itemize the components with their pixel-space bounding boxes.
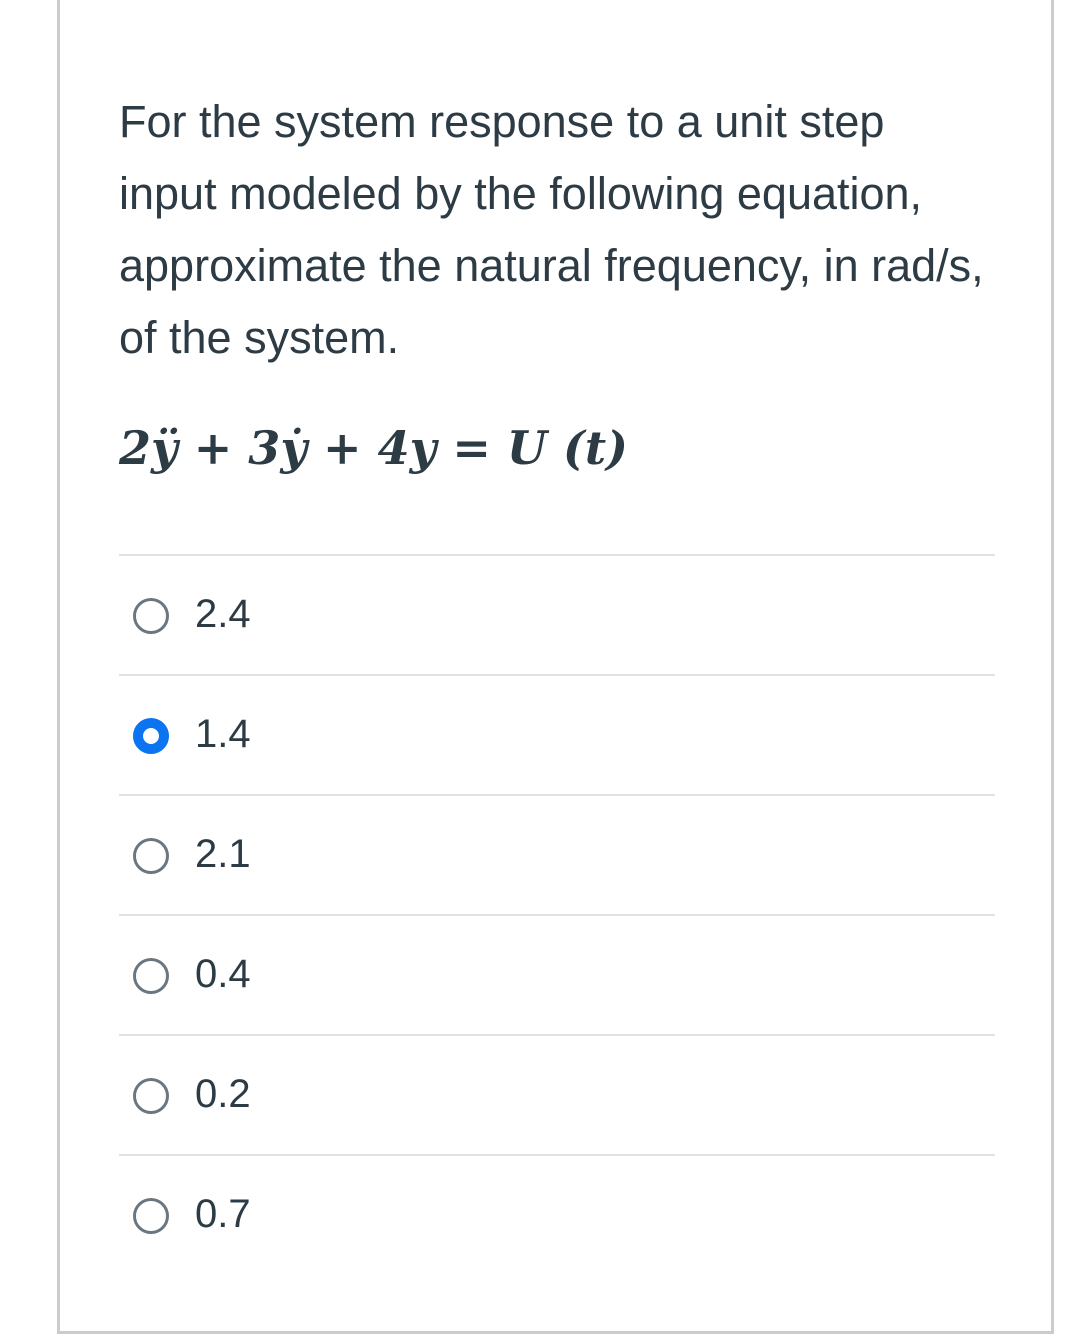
radio-button[interactable] — [133, 718, 169, 754]
answer-label: 2.4 — [195, 592, 251, 636]
answer-option[interactable] — [119, 554, 995, 674]
answer-option[interactable] — [119, 1034, 995, 1154]
answer-option[interactable] — [119, 1154, 995, 1274]
equation: 2ÿ + 3ẏ + 4y = U (t) — [119, 421, 628, 475]
answer-option[interactable] — [119, 794, 995, 914]
answer-label: 1.4 — [195, 712, 251, 756]
radio-button[interactable] — [133, 1078, 169, 1114]
answer-label: 2.1 — [195, 832, 251, 876]
answer-label: 0.7 — [195, 1192, 251, 1236]
radio-button[interactable] — [133, 598, 169, 634]
radio-button[interactable] — [133, 1198, 169, 1234]
answer-list — [119, 554, 995, 1274]
answer-label: 0.2 — [195, 1072, 251, 1116]
answer-label: 0.4 — [195, 952, 251, 996]
answer-option[interactable] — [119, 914, 995, 1034]
radio-button[interactable] — [133, 838, 169, 874]
radio-button[interactable] — [133, 958, 169, 994]
question-text: For the system response to a unit step input modeled by the following equation, approximate the natural frequency, in rad/s, of the system. — [119, 96, 984, 363]
answer-option[interactable] — [119, 674, 995, 794]
